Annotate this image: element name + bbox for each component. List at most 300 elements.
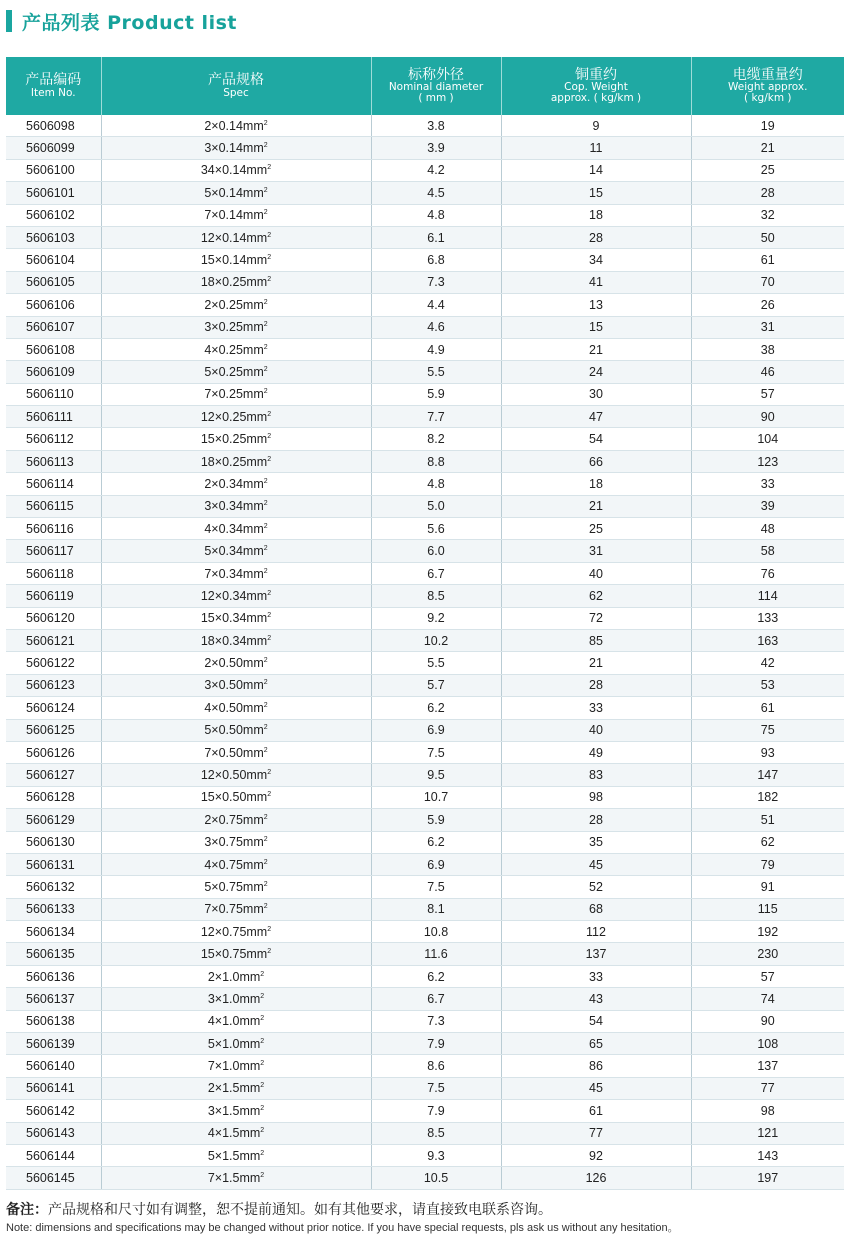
cell-cable-weight: 133	[691, 607, 844, 629]
cell-nominal-diameter: 5.9	[371, 809, 501, 831]
column-header-nominal-diameter: 标称外径 Nominal diameter ( mm )	[371, 57, 501, 115]
cell-item-no: 5606127	[6, 764, 101, 786]
cell-spec: $15\times 0.50mm^2$	[101, 786, 371, 808]
cell-item-no: 5606106	[6, 294, 101, 316]
cell-copper-weight: 61	[501, 1100, 691, 1122]
cell-item-no: 5606135	[6, 943, 101, 965]
cell-item-no: 5606129	[6, 809, 101, 831]
table-row	[6, 1167, 844, 1189]
cell-spec: $5\times 0.34mm^2$	[101, 540, 371, 562]
cell-item-no: 5606099	[6, 137, 101, 159]
cell-cable-weight: 123	[691, 450, 844, 472]
table-row	[6, 853, 844, 875]
cell-nominal-diameter: 5.7	[371, 674, 501, 696]
cell-copper-weight: 33	[501, 697, 691, 719]
cell-cable-weight: 163	[691, 629, 844, 651]
cell-nominal-diameter: 7.7	[371, 406, 501, 428]
table-row	[6, 115, 844, 137]
cell-cable-weight: 31	[691, 316, 844, 338]
cell-cable-weight: 197	[691, 1167, 844, 1189]
cell-nominal-diameter: 9.5	[371, 764, 501, 786]
table-row	[6, 943, 844, 965]
cell-copper-weight: 92	[501, 1144, 691, 1166]
cell-cable-weight: 77	[691, 1077, 844, 1099]
cell-item-no: 5606107	[6, 316, 101, 338]
cell-nominal-diameter: 11.6	[371, 943, 501, 965]
cell-spec: $7\times 0.34mm^2$	[101, 562, 371, 584]
cell-copper-weight: 11	[501, 137, 691, 159]
table-row	[6, 1077, 844, 1099]
cell-cable-weight: 57	[691, 965, 844, 987]
cell-item-no: 5606137	[6, 988, 101, 1010]
cell-nominal-diameter: 6.2	[371, 831, 501, 853]
cell-copper-weight: 33	[501, 965, 691, 987]
cell-item-no: 5606136	[6, 965, 101, 987]
cell-cable-weight: 25	[691, 159, 844, 181]
table-row	[6, 450, 844, 472]
cell-spec: $3\times 0.75mm^2$	[101, 831, 371, 853]
table-row	[6, 988, 844, 1010]
cell-copper-weight: 126	[501, 1167, 691, 1189]
note-english: Note: dimensions and specifications may be changed without prior notice. If you have special requests, pls ask us without any hesitation。	[6, 1222, 679, 1234]
cell-item-no: 5606134	[6, 921, 101, 943]
cell-copper-weight: 54	[501, 1010, 691, 1032]
cell-nominal-diameter: 10.5	[371, 1167, 501, 1189]
cell-copper-weight: 83	[501, 764, 691, 786]
cell-cable-weight: 48	[691, 518, 844, 540]
cell-copper-weight: 52	[501, 876, 691, 898]
cell-item-no: 5606120	[6, 607, 101, 629]
cell-spec: $7\times 0.25mm^2$	[101, 383, 371, 405]
cell-nominal-diameter: 7.5	[371, 1077, 501, 1099]
table-row	[6, 786, 844, 808]
cell-nominal-diameter: 7.9	[371, 1100, 501, 1122]
cell-copper-weight: 34	[501, 249, 691, 271]
cell-spec: $3\times 0.14mm^2$	[101, 137, 371, 159]
cell-spec: $5\times 0.25mm^2$	[101, 361, 371, 383]
cell-spec: $2\times 1.0mm^2$	[101, 965, 371, 987]
column-header-spec: 产品规格 Spec	[101, 57, 371, 115]
cell-copper-weight: 21	[501, 495, 691, 517]
cell-spec: $2\times 0.14mm^2$	[101, 115, 371, 137]
cell-cable-weight: 79	[691, 853, 844, 875]
cell-spec: $12\times 0.25mm^2$	[101, 406, 371, 428]
cell-spec: $7\times 0.14mm^2$	[101, 204, 371, 226]
cell-item-no: 5606131	[6, 853, 101, 875]
table-row	[6, 226, 844, 248]
cell-copper-weight: 137	[501, 943, 691, 965]
cell-cable-weight: 76	[691, 562, 844, 584]
cell-copper-weight: 28	[501, 226, 691, 248]
cell-item-no: 5606123	[6, 674, 101, 696]
cell-nominal-diameter: 3.9	[371, 137, 501, 159]
cell-nominal-diameter: 4.4	[371, 294, 501, 316]
note-chinese-text: 产品规格和尺寸如有调整，恕不提前通知。如有其他要求，请直接致电联系咨询。	[48, 1202, 552, 1218]
note-label: 备注：	[6, 1202, 48, 1218]
cell-nominal-diameter: 4.8	[371, 473, 501, 495]
cell-item-no: 5606114	[6, 473, 101, 495]
cell-copper-weight: 25	[501, 518, 691, 540]
cell-nominal-diameter: 6.9	[371, 719, 501, 741]
column-header-copper-weight: 铜重约 Cop. Weight approx. ( kg/km )	[501, 57, 691, 115]
cell-item-no: 5606125	[6, 719, 101, 741]
table-row	[6, 629, 844, 651]
cell-item-no: 5606132	[6, 876, 101, 898]
cell-spec: $18\times 0.34mm^2$	[101, 629, 371, 651]
cell-cable-weight: 39	[691, 495, 844, 517]
note-chinese	[6, 1199, 552, 1219]
table-row	[6, 1122, 844, 1144]
cell-copper-weight: 21	[501, 338, 691, 360]
cell-item-no: 5606128	[6, 786, 101, 808]
cell-spec: $7\times 0.50mm^2$	[101, 741, 371, 763]
cell-nominal-diameter: 6.7	[371, 988, 501, 1010]
cell-nominal-diameter: 4.9	[371, 338, 501, 360]
cell-spec: $12\times 0.50mm^2$	[101, 764, 371, 786]
cell-nominal-diameter: 6.9	[371, 853, 501, 875]
table-row	[6, 406, 844, 428]
cell-copper-weight: 86	[501, 1055, 691, 1077]
cell-copper-weight: 47	[501, 406, 691, 428]
cell-copper-weight: 72	[501, 607, 691, 629]
cell-spec: $3\times 1.5mm^2$	[101, 1100, 371, 1122]
table-row	[6, 1033, 844, 1055]
cell-nominal-diameter: 6.7	[371, 562, 501, 584]
cell-spec: $4\times 0.75mm^2$	[101, 853, 371, 875]
cell-item-no: 5606105	[6, 271, 101, 293]
cell-cable-weight: 28	[691, 182, 844, 204]
table-row	[6, 876, 844, 898]
cell-cable-weight: 42	[691, 652, 844, 674]
table-body	[6, 115, 844, 1189]
cell-item-no: 5606109	[6, 361, 101, 383]
cell-spec: $5\times 0.14mm^2$	[101, 182, 371, 204]
table-row	[6, 428, 844, 450]
cell-cable-weight: 230	[691, 943, 844, 965]
table-row	[6, 294, 844, 316]
cell-item-no: 5606122	[6, 652, 101, 674]
cell-item-no: 5606124	[6, 697, 101, 719]
cell-copper-weight: 43	[501, 988, 691, 1010]
cell-cable-weight: 57	[691, 383, 844, 405]
cell-spec: $5\times 1.0mm^2$	[101, 1033, 371, 1055]
cell-cable-weight: 26	[691, 294, 844, 316]
cell-item-no: 5606121	[6, 629, 101, 651]
cell-nominal-diameter: 5.6	[371, 518, 501, 540]
table-row	[6, 607, 844, 629]
cell-cable-weight: 38	[691, 338, 844, 360]
cell-copper-weight: 40	[501, 719, 691, 741]
cell-nominal-diameter: 6.2	[371, 965, 501, 987]
cell-nominal-diameter: 7.3	[371, 1010, 501, 1032]
cell-cable-weight: 74	[691, 988, 844, 1010]
cell-copper-weight: 68	[501, 898, 691, 920]
page-title: 产品列表 Product list	[22, 11, 237, 34]
table-row	[6, 271, 844, 293]
cell-spec: $18\times 0.25mm^2$	[101, 271, 371, 293]
cell-item-no: 5606144	[6, 1144, 101, 1166]
cell-spec: $12\times 0.34mm^2$	[101, 585, 371, 607]
cell-item-no: 5606112	[6, 428, 101, 450]
table-row	[6, 383, 844, 405]
table-row	[6, 585, 844, 607]
cell-spec: $2\times 0.34mm^2$	[101, 473, 371, 495]
cell-copper-weight: 21	[501, 652, 691, 674]
cell-copper-weight: 45	[501, 853, 691, 875]
cell-cable-weight: 53	[691, 674, 844, 696]
cell-item-no: 5606126	[6, 741, 101, 763]
cell-cable-weight: 58	[691, 540, 844, 562]
cell-copper-weight: 18	[501, 204, 691, 226]
cell-copper-weight: 14	[501, 159, 691, 181]
cell-copper-weight: 13	[501, 294, 691, 316]
table-row	[6, 249, 844, 271]
cell-item-no: 5606133	[6, 898, 101, 920]
cell-nominal-diameter: 7.5	[371, 876, 501, 898]
cell-copper-weight: 9	[501, 115, 691, 137]
cell-cable-weight: 50	[691, 226, 844, 248]
cell-nominal-diameter: 3.8	[371, 115, 501, 137]
cell-copper-weight: 49	[501, 741, 691, 763]
cell-cable-weight: 62	[691, 831, 844, 853]
product-table	[6, 57, 844, 1190]
cell-item-no: 5606115	[6, 495, 101, 517]
cell-item-no: 5606143	[6, 1122, 101, 1144]
cell-cable-weight: 108	[691, 1033, 844, 1055]
table-row	[6, 809, 844, 831]
cell-cable-weight: 104	[691, 428, 844, 450]
table-row	[6, 137, 844, 159]
cell-nominal-diameter: 9.2	[371, 607, 501, 629]
table-row	[6, 1010, 844, 1032]
cell-copper-weight: 30	[501, 383, 691, 405]
cell-copper-weight: 28	[501, 809, 691, 831]
cell-spec: $3\times 1.0mm^2$	[101, 988, 371, 1010]
table-row	[6, 338, 844, 360]
cell-item-no: 5606101	[6, 182, 101, 204]
cell-nominal-diameter: 8.1	[371, 898, 501, 920]
cell-item-no: 5606145	[6, 1167, 101, 1189]
table-row	[6, 1055, 844, 1077]
cell-cable-weight: 121	[691, 1122, 844, 1144]
cell-copper-weight: 98	[501, 786, 691, 808]
cell-spec: $15\times 0.25mm^2$	[101, 428, 371, 450]
cell-cable-weight: 51	[691, 809, 844, 831]
cell-nominal-diameter: 10.7	[371, 786, 501, 808]
cell-cable-weight: 61	[691, 249, 844, 271]
cell-spec: $2\times 1.5mm^2$	[101, 1077, 371, 1099]
cell-nominal-diameter: 7.9	[371, 1033, 501, 1055]
cell-item-no: 5606102	[6, 204, 101, 226]
table-row	[6, 518, 844, 540]
cell-copper-weight: 31	[501, 540, 691, 562]
cell-cable-weight: 115	[691, 898, 844, 920]
cell-nominal-diameter: 5.5	[371, 361, 501, 383]
cell-item-no: 5606117	[6, 540, 101, 562]
table-row	[6, 652, 844, 674]
table-row	[6, 764, 844, 786]
cell-nominal-diameter: 8.8	[371, 450, 501, 472]
cell-cable-weight: 93	[691, 741, 844, 763]
cell-item-no: 5606119	[6, 585, 101, 607]
cell-spec: $4\times 0.50mm^2$	[101, 697, 371, 719]
cell-nominal-diameter: 5.0	[371, 495, 501, 517]
cell-cable-weight: 114	[691, 585, 844, 607]
cell-nominal-diameter: 4.6	[371, 316, 501, 338]
cell-spec: $4\times 0.25mm^2$	[101, 338, 371, 360]
cell-nominal-diameter: 8.5	[371, 585, 501, 607]
cell-nominal-diameter: 10.8	[371, 921, 501, 943]
cell-nominal-diameter: 9.3	[371, 1144, 501, 1166]
cell-copper-weight: 28	[501, 674, 691, 696]
cell-nominal-diameter: 6.2	[371, 697, 501, 719]
cell-spec: $7\times 0.75mm^2$	[101, 898, 371, 920]
cell-item-no: 5606098	[6, 115, 101, 137]
cell-item-no: 5606138	[6, 1010, 101, 1032]
cell-nominal-diameter: 10.2	[371, 629, 501, 651]
cell-spec: $5\times 0.75mm^2$	[101, 876, 371, 898]
cell-nominal-diameter: 8.2	[371, 428, 501, 450]
cell-copper-weight: 15	[501, 182, 691, 204]
title-accent-bar	[6, 10, 12, 32]
table-row	[6, 898, 844, 920]
cell-cable-weight: 90	[691, 1010, 844, 1032]
cell-spec: $5\times 0.50mm^2$	[101, 719, 371, 741]
cell-item-no: 5606100	[6, 159, 101, 181]
table-row	[6, 921, 844, 943]
cell-copper-weight: 15	[501, 316, 691, 338]
cell-item-no: 5606110	[6, 383, 101, 405]
cell-copper-weight: 112	[501, 921, 691, 943]
cell-spec: $15\times 0.34mm^2$	[101, 607, 371, 629]
cell-cable-weight: 19	[691, 115, 844, 137]
cell-item-no: 5606142	[6, 1100, 101, 1122]
cell-item-no: 5606116	[6, 518, 101, 540]
cell-copper-weight: 62	[501, 585, 691, 607]
cell-item-no: 5606108	[6, 338, 101, 360]
cell-spec: $4\times 0.34mm^2$	[101, 518, 371, 540]
cell-cable-weight: 21	[691, 137, 844, 159]
cell-nominal-diameter: 6.8	[371, 249, 501, 271]
cell-copper-weight: 35	[501, 831, 691, 853]
cell-nominal-diameter: 5.5	[371, 652, 501, 674]
cell-copper-weight: 77	[501, 1122, 691, 1144]
cell-spec: $15\times 0.75mm^2$	[101, 943, 371, 965]
cell-copper-weight: 66	[501, 450, 691, 472]
cell-copper-weight: 54	[501, 428, 691, 450]
cell-cable-weight: 147	[691, 764, 844, 786]
cell-cable-weight: 91	[691, 876, 844, 898]
table-header-row	[6, 57, 844, 115]
cell-spec: $4\times 1.5mm^2$	[101, 1122, 371, 1144]
column-header-cable-weight: 电缆重量约 Weight approx. ( kg/km )	[691, 57, 844, 115]
cell-spec: $7\times 1.0mm^2$	[101, 1055, 371, 1077]
cell-cable-weight: 61	[691, 697, 844, 719]
table-row	[6, 159, 844, 181]
cell-copper-weight: 85	[501, 629, 691, 651]
cell-copper-weight: 40	[501, 562, 691, 584]
cell-spec: $12\times 0.75mm^2$	[101, 921, 371, 943]
cell-cable-weight: 137	[691, 1055, 844, 1077]
cell-item-no: 5606104	[6, 249, 101, 271]
cell-cable-weight: 143	[691, 1144, 844, 1166]
cell-nominal-diameter: 7.3	[371, 271, 501, 293]
table-row	[6, 1144, 844, 1166]
table-row	[6, 697, 844, 719]
table-row	[6, 1100, 844, 1122]
table-row	[6, 741, 844, 763]
cell-nominal-diameter: 6.0	[371, 540, 501, 562]
cell-spec: $18\times 0.25mm^2$	[101, 450, 371, 472]
table-row	[6, 473, 844, 495]
cell-spec: $5\times 1.5mm^2$	[101, 1144, 371, 1166]
table-row	[6, 540, 844, 562]
cell-copper-weight: 18	[501, 473, 691, 495]
cell-nominal-diameter: 4.2	[371, 159, 501, 181]
column-header-item-no: 产品编码 Item No.	[6, 57, 101, 115]
cell-spec: $7\times 1.5mm^2$	[101, 1167, 371, 1189]
cell-spec: $12\times 0.14mm^2$	[101, 226, 371, 248]
cell-nominal-diameter: 5.9	[371, 383, 501, 405]
cell-copper-weight: 41	[501, 271, 691, 293]
table-row	[6, 965, 844, 987]
cell-spec: $3\times 0.34mm^2$	[101, 495, 371, 517]
cell-item-no: 5606140	[6, 1055, 101, 1077]
cell-item-no: 5606139	[6, 1033, 101, 1055]
page-header	[6, 8, 237, 34]
cell-nominal-diameter: 7.5	[371, 741, 501, 763]
table-row	[6, 719, 844, 741]
cell-item-no: 5606141	[6, 1077, 101, 1099]
cell-cable-weight: 46	[691, 361, 844, 383]
cell-nominal-diameter: 6.1	[371, 226, 501, 248]
table-row	[6, 182, 844, 204]
cell-spec: $15\times 0.14mm^2$	[101, 249, 371, 271]
table-row	[6, 831, 844, 853]
cell-nominal-diameter: 8.6	[371, 1055, 501, 1077]
cell-nominal-diameter: 4.8	[371, 204, 501, 226]
cell-spec: $2\times 0.25mm^2$	[101, 294, 371, 316]
cell-cable-weight: 70	[691, 271, 844, 293]
cell-cable-weight: 182	[691, 786, 844, 808]
table-row	[6, 316, 844, 338]
table-row	[6, 495, 844, 517]
cell-spec: $2\times 0.75mm^2$	[101, 809, 371, 831]
cell-item-no: 5606130	[6, 831, 101, 853]
cell-cable-weight: 75	[691, 719, 844, 741]
table-row	[6, 361, 844, 383]
cell-cable-weight: 98	[691, 1100, 844, 1122]
cell-cable-weight: 90	[691, 406, 844, 428]
cell-spec: $3\times 0.50mm^2$	[101, 674, 371, 696]
cell-nominal-diameter: 8.5	[371, 1122, 501, 1144]
cell-spec: $4\times 1.0mm^2$	[101, 1010, 371, 1032]
cell-item-no: 5606111	[6, 406, 101, 428]
cell-item-no: 5606118	[6, 562, 101, 584]
cell-spec: $2\times 0.50mm^2$	[101, 652, 371, 674]
cell-spec: $34\times 0.14mm^2$	[101, 159, 371, 181]
cell-item-no: 5606103	[6, 226, 101, 248]
cell-cable-weight: 32	[691, 204, 844, 226]
cell-nominal-diameter: 4.5	[371, 182, 501, 204]
cell-copper-weight: 24	[501, 361, 691, 383]
cell-copper-weight: 45	[501, 1077, 691, 1099]
table-row	[6, 674, 844, 696]
cell-item-no: 5606113	[6, 450, 101, 472]
table-row	[6, 204, 844, 226]
table-row	[6, 562, 844, 584]
cell-copper-weight: 65	[501, 1033, 691, 1055]
